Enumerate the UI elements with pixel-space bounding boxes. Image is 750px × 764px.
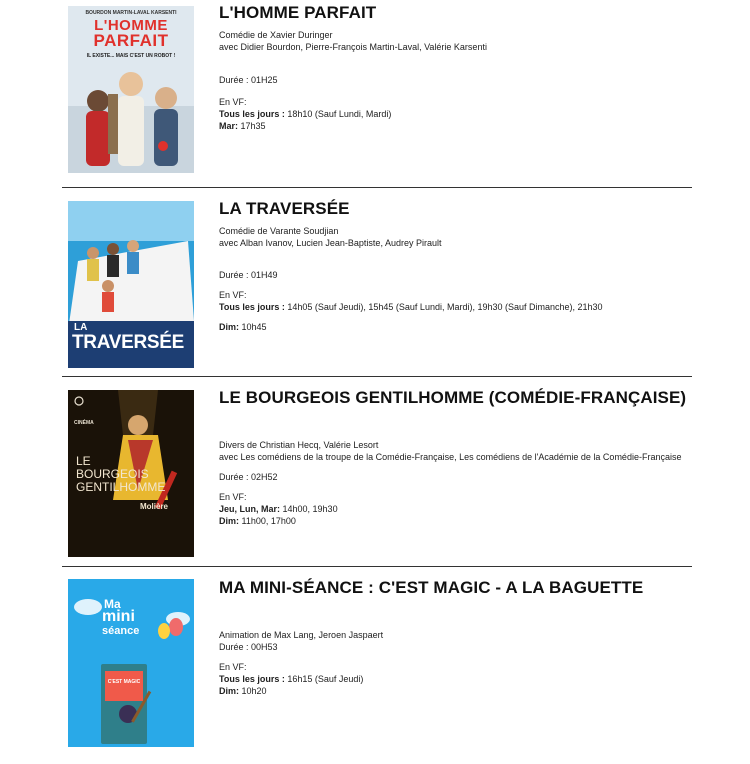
film-info: [219, 387, 689, 527]
film-info: [219, 198, 689, 333]
film-info: [219, 577, 689, 697]
schedule-row: [219, 301, 689, 313]
film-poster[interactable]: [68, 201, 194, 368]
film-cast: avec Alban Ivanov, Lucien Jean-Baptiste, Audrey Pirault: [219, 238, 442, 248]
film-version: En VF:: [219, 97, 247, 107]
film-poster[interactable]: [68, 6, 194, 173]
film-genre-director: Divers de Christian Hecq, Valérie Lesort: [219, 440, 379, 450]
film-version: En VF:: [219, 662, 247, 672]
film-entry: [62, 377, 692, 567]
film-cast: avec Les comédiens de la troupe de la Comédie-Française, Les comédiens de l'Académie de la Comédie-Française: [219, 452, 682, 462]
schedule-days: Tous les jours :: [219, 674, 285, 684]
poster-actors: BOURDON MARTIN-LAVAL KARSENTI: [85, 10, 177, 16]
schedule-row: [219, 685, 689, 697]
film-entry: [62, 0, 692, 188]
film-entry: [62, 188, 692, 377]
schedule-times: 11h00, 17h00: [239, 516, 296, 526]
film-duration: Durée : 00H53: [219, 642, 278, 652]
film-duration: Durée : 01H25: [219, 75, 278, 85]
poster-title-line2: mini: [102, 608, 135, 625]
film-info: [219, 2, 689, 132]
film-duration: Durée : 01H49: [219, 270, 278, 280]
schedule-times: 17h35: [238, 121, 266, 131]
poster-title-line2: PARFAIT: [93, 31, 169, 50]
poster-tagline: IL EXISTE... MAIS C'EST UN ROBOT !: [86, 53, 176, 59]
schedule-times: 10h45: [239, 322, 267, 332]
schedule-row: [219, 120, 689, 132]
schedule-days: Tous les jours :: [219, 302, 285, 312]
schedule-times: 10h20: [239, 686, 267, 696]
film-genre-director: Comédie de Varante Soudjian: [219, 226, 339, 236]
poster-brand: CINÉMA: [74, 420, 94, 426]
schedule-days: Mar:: [219, 121, 239, 131]
schedule-times: 14h00, 19h30: [280, 504, 338, 514]
schedule-times: 16h15 (Sauf Jeudi): [284, 674, 364, 684]
schedule-row: [219, 503, 689, 515]
film-version: En VF:: [219, 492, 247, 502]
poster-book-title: C'EST MAGIC: [107, 679, 141, 685]
film-title[interactable]: MA MINI-SÉANCE : C'EST MAGIC - A LA BAGUETTE: [219, 578, 644, 597]
poster-title-line2: BOURGEOIS: [76, 467, 149, 481]
poster-title-line1: LA: [74, 322, 88, 333]
schedule-row: [219, 673, 689, 685]
poster-image: [68, 579, 194, 747]
poster-title-line1: L'HOMME: [94, 17, 168, 34]
film-genre-director: Comédie de Xavier Duringer: [219, 30, 333, 40]
poster-title-line2: TRAVERSÉE: [72, 332, 185, 353]
schedule-days: Dim:: [219, 516, 239, 526]
schedule-row: [219, 515, 689, 527]
schedule-days: Dim:: [219, 322, 239, 332]
film-title[interactable]: LE BOURGEOIS GENTILHOMME (COMÉDIE-FRANÇAISE): [219, 388, 687, 407]
schedule-times: 18h10 (Sauf Lundi, Mardi): [284, 109, 392, 119]
film-poster[interactable]: [68, 579, 194, 747]
schedule-days: Tous les jours :: [219, 109, 285, 119]
schedule-days: Dim:: [219, 686, 239, 696]
schedule-row: [219, 108, 689, 120]
film-title[interactable]: LA TRAVERSÉE: [219, 199, 350, 218]
film-genre-director: Animation de Max Lang, Jeroen Jaspaert: [219, 630, 384, 640]
film-version: En VF:: [219, 290, 247, 300]
film-cast: avec Didier Bourdon, Pierre-François Martin-Laval, Valérie Karsenti: [219, 42, 487, 52]
poster-title-line3: GENTILHOMME: [76, 480, 166, 494]
film-poster[interactable]: [68, 390, 194, 557]
film-title[interactable]: L'HOMME PARFAIT: [219, 3, 377, 22]
schedule-times: 14h05 (Sauf Jeudi), 15h45 (Sauf Lundi, Mardi), 19h30 (Sauf Dimanche), 21h30: [284, 302, 603, 312]
film-entry: [62, 567, 692, 764]
schedule-days: Jeu, Lun, Mar:: [219, 504, 281, 514]
poster-title-line3: séance: [102, 625, 140, 637]
poster-title-line1: Ma: [104, 597, 121, 611]
poster-author: Molière: [140, 502, 169, 511]
film-duration: Durée : 02H52: [219, 472, 278, 482]
schedule-row: [219, 321, 689, 333]
poster-title-line1: LE: [76, 454, 91, 468]
